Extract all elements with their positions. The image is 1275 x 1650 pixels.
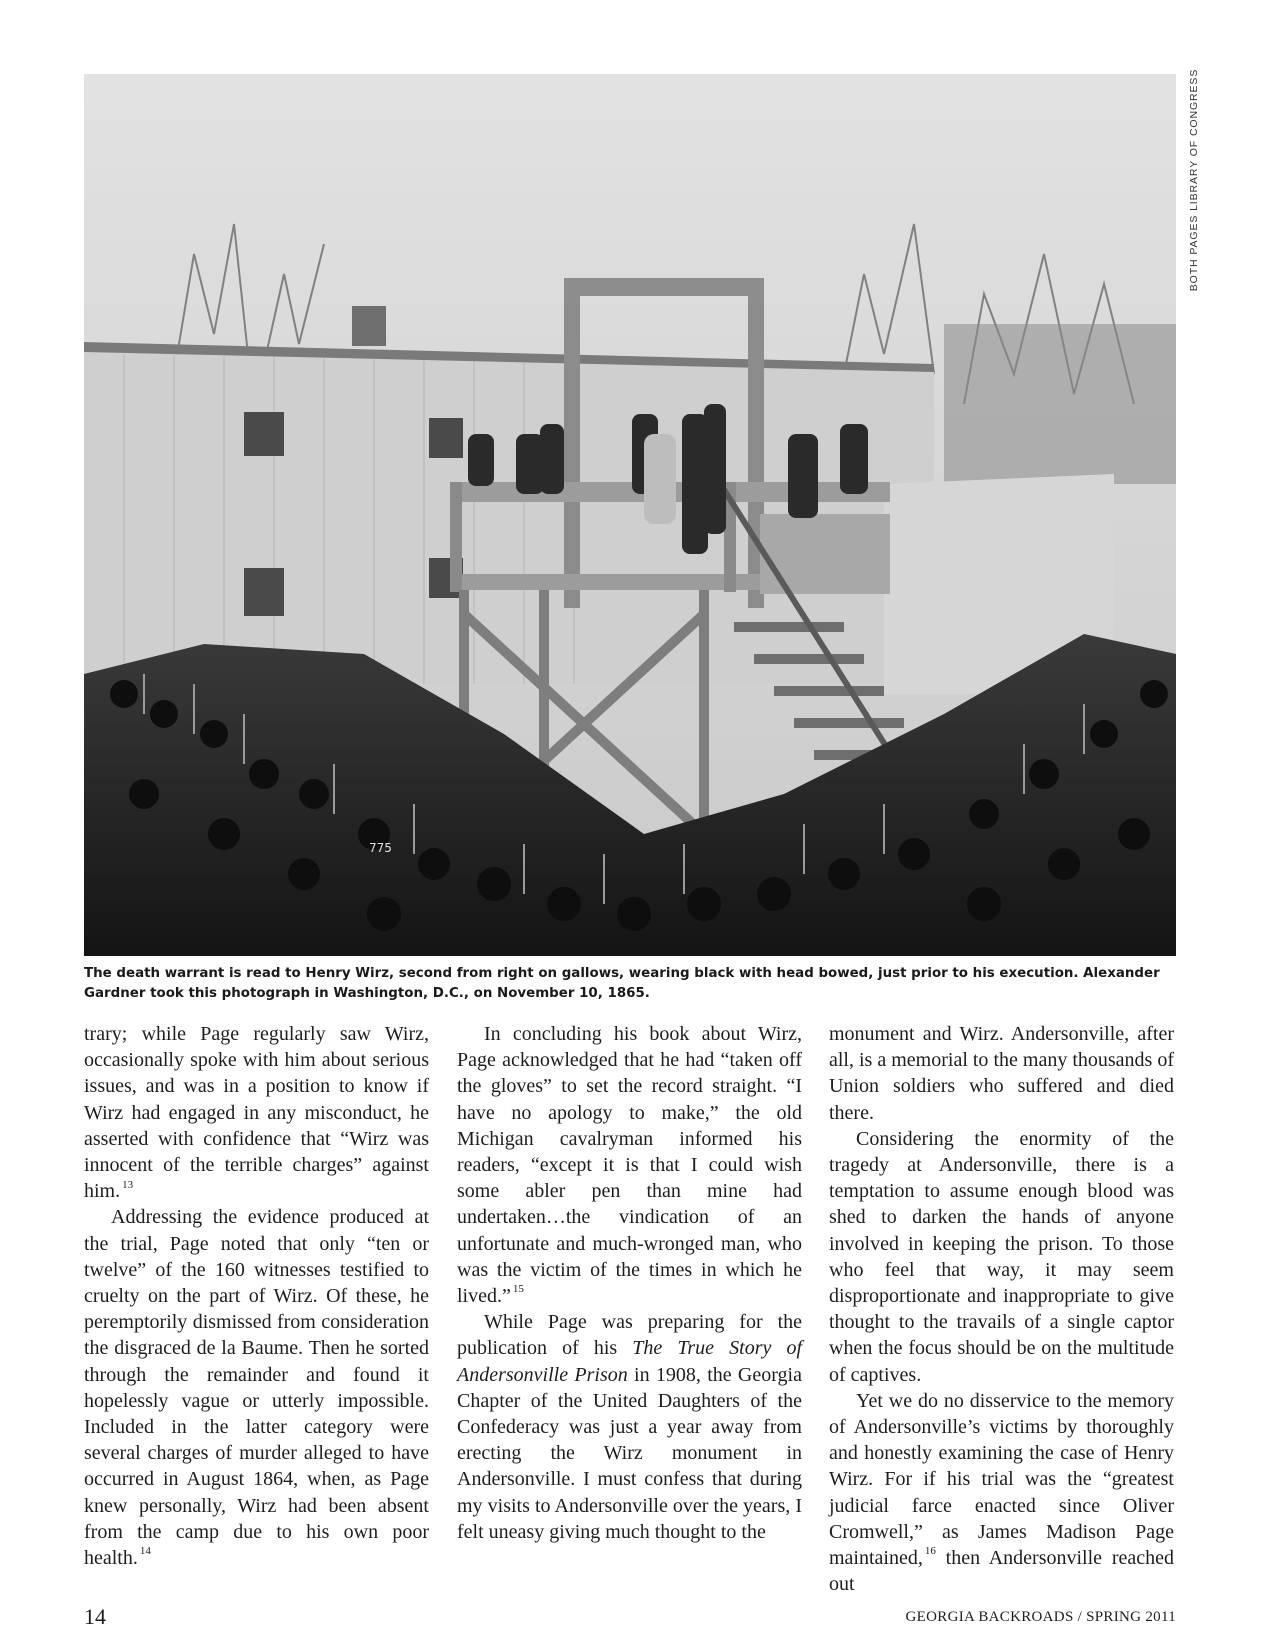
- paragraph: Considering the enormity of the tragedy at Andersonville, there is a temptation to assume enough blood was shed to darken the hands of anyone involved in keeping the prison. To those who feel that way, it may seem disproportionate and inappropriate to give thought to the travails of a single captor when the focus should be on the multitude of captives.: [829, 1127, 1174, 1386]
- paragraph: While Page was preparing for the publication of his The True Story of Andersonville Prison in 1908, the Georgia Chapter of the United Daughters of the Confederacy was just a year away from erecting the Wirz monument in Andersonville. I must confess that during my visits to Andersonville over the years, I felt uneasy giving much thought to the: [457, 1311, 802, 1543]
- paragraph: Yet we do no disservice to the memory of Andersonville’s victims by thoroughly and honestly examining the case of Henry Wirz. For if his trial was the “greatest judicial farce enacted since Oliver Cromwell,” as James Madison Page maintained, $^{16}$ then Andersonville reached out: [829, 1389, 1174, 1596]
- paragraph: Addressing the evidence produced at the trial, Page noted that only “ten or twelve” of the 160 witnesses testified to cruelty on the part of Wirz. Of these, he peremptorily dismissed from consideration the disgraced de la Baume. Then he sorted through the remainder and found it hopelessly vague or utterly impossible. Included in the latter category were several charges of murder alleged to have occurred in August 1864, when, as Page knew personally, Wirz had been absent from the camp due to his own poor health. $^{14}$: [84, 1206, 429, 1570]
- article-column-2: [457, 1021, 802, 1545]
- paragraph: monument and Wirz. Andersonville, after all, is a memorial to the many thousands of Union soldiers who suffered and died there.: [829, 1023, 1174, 1124]
- article-column-1: [84, 1021, 429, 1571]
- execution-photograph: [84, 74, 1176, 956]
- footnote-ref: 14: [139, 1545, 151, 1558]
- photo-caption: The death warrant is read to Henry Wirz, second from right on gallows, wearing black with head bowed, just prior to his execution. Alexander Gardner took this photograph in Washington, D.C., on November 10, 1865.: [84, 966, 1160, 1001]
- photo-credit-text: BOTH PAGES LIBRARY OF CONGRESS: [1188, 68, 1200, 292]
- photo-credit: [1187, 68, 1201, 292]
- article-column-3: [829, 1021, 1174, 1597]
- book-title: The True Story of Andersonville Prison: [457, 1337, 802, 1386]
- page-number: 14: [84, 1604, 106, 1629]
- paragraph: In concluding his book about Wirz, Page acknowledged that he had “taken off the gloves” to set the record straight. “I have no apology to make,” the old Michigan cavalryman informed his readers, “except it is that I could wish some abler pen than mine had undertaken…the vindication of an unfortunate and much-wronged man, who was the victim of the times in which he lived.” $^{15}$: [457, 1023, 802, 1308]
- running-footer: GEORGIA BACKROADS / SPRING 2011: [905, 1609, 1176, 1625]
- plate-number: 775: [369, 841, 392, 855]
- photo-illustration: [84, 74, 1176, 956]
- footnote-ref: 13: [122, 1178, 134, 1191]
- footnote-ref: 15: [512, 1283, 524, 1296]
- footnote-ref: 16: [924, 1545, 936, 1558]
- paragraph: trary; while Page regularly saw Wirz, occasionally spoke with him about serious issues, and was in a position to know if Wirz had engaged in any misconduct, he asserted with confidence that “Wirz was innocent of the terrible charges” against him. $^{13}$: [84, 1023, 429, 1203]
